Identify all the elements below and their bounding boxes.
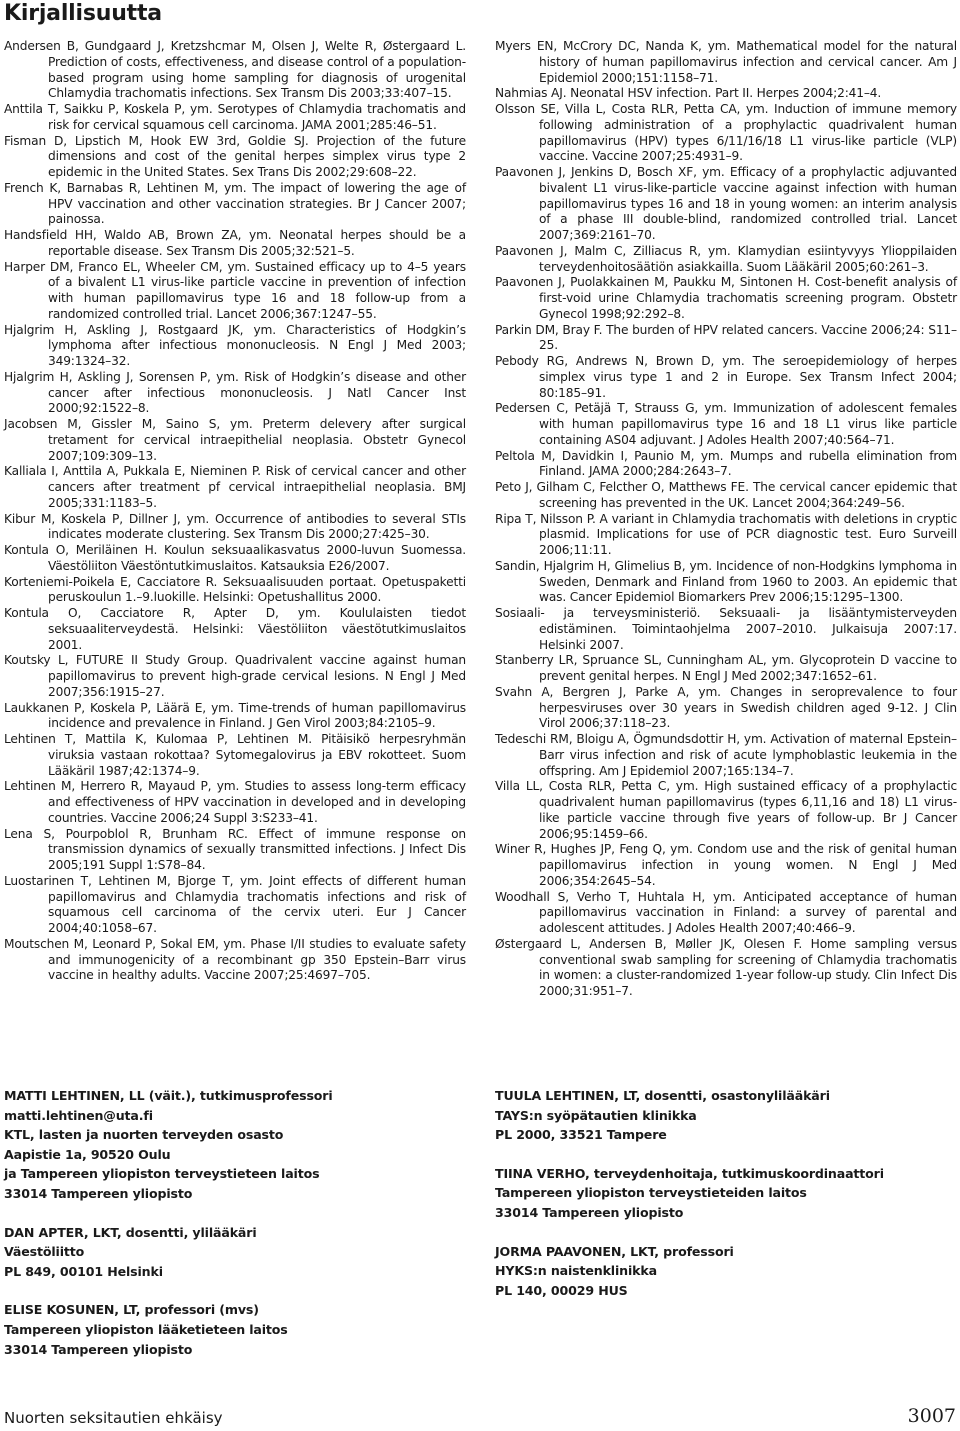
reference-entry: Handsfield HH, Waldo AB, Brown ZA, ym. Neonatal herpes should be a reportable disease. Sex Transm Dis 2005;32:521–5. [4, 228, 466, 258]
reference-entry: Lena S, Pourpoblol R, Brunham RC. Effect of immune response on transmission dynamics of sexually transmitted infections. J Infect Dis 2005;191 Suppl 1:S78–84. [4, 826, 466, 872]
author-detail: matti.lehtinen@uta.fi [4, 1107, 153, 1123]
author-name: MATTI LEHTINEN, LL (väit.), tutkimusprofessori [4, 1088, 333, 1103]
reference-entry: Paavonen J, Malm C, Zilliacus R, ym. Klamydian esiintyvyys Ylioppilaiden terveydenhoitosäätiön asiakkailla. Suom Lääkäril 2005;60:261–3. [495, 243, 957, 274]
reference-entry: Hjalgrim H, Askling J, Sorensen P, ym. Risk of Hodgkin’s disease and other cancer after infectious mononucleosis. J Natl Cancer Inst 2000;92:1522–8. [4, 369, 466, 416]
reference-entry: Myers EN, McCrory DC, Nanda K, ym. Mathematical model for the natural history of human papillomavirus infection and cervical cancer. Am J Epidemiol 2000;151:1158–71. [495, 39, 957, 85]
reference-entry: Sandin, Hjalgrim H, Glimelius B, ym. Incidence of non-Hodgkins lymphoma in Sweden, Denmark and Finland from 1960 to 2003. An epidemic that was. Cancer Epidemiol Biomarkers Prev 2006;15:1295–1300. [495, 558, 957, 605]
reference-entry: Andersen B, Gundgaard J, Kretzshcmar M, Olsen J, Welte R, Østergaard L. Prediction of costs, effectiveness, and disease control of a population-based program using home sampling for diagnosis of urogenital Chlamydia trachomatis infections. Sex Transm Dis 2003;33:407–15. [4, 39, 466, 101]
author-detail: ja Tampereen yliopiston terveystieteen laitos [4, 1166, 320, 1182]
reference-entry: Moutschen M, Leonard P, Sokal EM, ym. Phase I/II studies to evaluate safety and immunogenicity of a recombinant gp 350 Epstein–Barr virus vaccine in healthy adults. Vaccine 2007;25:4697–705. [4, 936, 466, 983]
reference-entry: Koutsky L, FUTURE II Study Group. Quadrivalent vaccine against human papillomavirus to prevent high-grade cervical lesions. N Engl J Med 2007;356:1915–27. [4, 653, 466, 699]
reference-entry: Pedersen C, Petäjä T, Strauss G, ym. Immunization of adolescent females with human papillomavirus type 16 and 18 L1 virus like particle containing AS04 adjuvant. J Adoles Health 2007;40:564–71. [495, 401, 957, 447]
author-name: DAN APTER, LKT, dosentti, ylilääkäri [4, 1224, 257, 1240]
reference-entry: Stanberry LR, Spruance SL, Cunningham AL, ym. Glycoprotein D vaccine to prevent genital herpes. N Engl J Med 2002;347:1652–61. [495, 653, 957, 683]
reference-entry: Anttila T, Saikku P, Koskela P, ym. Serotypes of Chlamydia trachomatis and risk for cervical squamous cell carcinoma. JAMA 2001;285:46–51. [4, 102, 466, 132]
author-name: TIINA VERHO, terveydenhoitaja, tutkimuskoordinaattori [495, 1165, 884, 1181]
reference-entry: Nahmias AJ. Neonatal HSV infection. Part II. Herpes 2004;2:41–4. [495, 86, 882, 101]
reference-entry: Peltola M, Davidkin I, Paunio M, ym. Mumps and rubella elimination from Finland. JAMA 2000;284:2643–7. [495, 448, 957, 479]
reference-entry: Lehtinen M, Herrero R, Mayaud P, ym. Studies to assess long-term efficacy and effectiveness of HPV vaccination in developed and in developing countries. Vaccine 2006;24 Suppl 3:S233–41. [4, 779, 466, 825]
author-detail: Tampereen yliopiston lääketieteen laitos [4, 1321, 288, 1337]
reference-entry: Korteniemi-Poikela E, Cacciatore R. Seksuaalisuuden portaat. Opetuspaketti peruskoulun 1.–9.luokille. Helsinki: Opetushallitus 2000. [4, 574, 466, 605]
author-block [495, 1242, 960, 1301]
reference-entry: Hjalgrim H, Askling J, Rostgaard JK, ym. Characteristics of Hodgkin’s lymphoma after infectious mononucleosis. N Engl J Med 2003; 349:1324–32. [4, 322, 466, 368]
reference-entry: Kalliala I, Anttila A, Pukkala E, Nieminen P. Risk of cervical cancer and other cancers after treatment pf cervical intraepithelial neoplasia. BMJ 2005;331:1183–5. [4, 464, 466, 510]
author-detail: PL 849, 00101 Helsinki [4, 1263, 163, 1279]
author-detail: 33014 Tampereen yliopisto [4, 1185, 193, 1201]
reference-entry: Kontula O, Meriläinen H. Koulun seksuaalikasvatus 2000-luvun Suomessa. Väestöliiton Väestöntutkimuslaitos. Katsauksia E26/2007. [4, 543, 466, 573]
reference-entry: Woodhall S, Verho T, Huhtala H, ym. Anticipated acceptance of human papillomavirus vaccination in Finland: a survey of parental and adolescent attitudes. J Adoles Health 2007;40:466–9. [495, 889, 957, 935]
references-right-column [495, 39, 957, 1000]
reference-entry: Lehtinen T, Mattila K, Kulomaa P, Lehtinen M. Pitäisikö herpesryhmän viruksia vastaan rokottaa? Sytomegalovirus ja EBV rokotteet. Suom Lääkäril 1987;42:1374–9. [4, 732, 466, 778]
reference-entry: Paavonen J, Jenkins D, Bosch XF, ym. Efficacy of a prophylactic adjuvanted bivalent L1 virus-like-particle vaccine against infection with human papillomavirus types 16 and 18 in young women: an interim analysis of a phase III double-blind, randomized controlled trial. Lancet 2007;369:2161–70. [495, 165, 957, 242]
authors-right-column [495, 1086, 960, 1319]
reference-entry: Peto J, Gilham C, Felcther O, Matthews FE. The cervical cancer epidemic that screening has prevented in the UK. Lancet 2004;364:249–56. [495, 480, 957, 510]
author-block [4, 1300, 474, 1359]
reference-entry: Luostarinen T, Lehtinen M, Bjorge T, ym. Joint effects of different human papillomavirus and Chlamydia trachomatis infections and risk of squamous cell carcinoma of the cervix uteri. Eur J Cancer 2004;40:1058–67. [4, 873, 466, 935]
reference-entry: Svahn A, Bergren J, Parke A, ym. Changes in seroprevalence to four herpesviruses over 30 years in Swedish children aged 9-12. J Clin Virol 2006;37:118–23. [495, 684, 957, 731]
author-name: TUULA LEHTINEN, LT, dosentti, osastonylilääkäri [495, 1088, 830, 1103]
reference-entry: Harper DM, Franco EL, Wheeler CM, ym. Sustained efficacy up to 4–5 years of a bivalent L1 virus-like particle vaccine in prevention of infection with human papillomavirus type 16 and 18 follow-up from a randomized controlled trial. Lancet 2006;367:1247–55. [4, 259, 466, 321]
reference-entry: Jacobsen M, Gissler M, Saino S, ym. Preterm delevery after surgical tretament for cervical intraepithelial neoplasia. Obstetr Gynecol 2007;109:309–13. [4, 417, 466, 463]
author-detail: HYKS:n naistenklinikka [495, 1263, 657, 1279]
reference-entry: Østergaard L, Andersen B, Møller JK, Olesen F. Home sampling versus conventional swab sampling for screening of Chlamydia trachomatis in women: a cluster-randomized 1-year follow-up study. Clin Infect Dis 2000;31:951–7. [495, 936, 957, 998]
author-detail: Tampereen yliopiston terveystieteiden laitos [495, 1185, 807, 1201]
page-heading: Kirjallisuutta [4, 1, 162, 26]
author-detail: PL 140, 00029 HUS [495, 1282, 628, 1298]
reference-entry: Winer R, Hughes JP, Feng Q, ym. Condom use and the risk of genital human papillomavirus infection in young women. N Engl J Med 2006;354:2645–54. [495, 842, 957, 888]
author-detail: 33014 Tampereen yliopisto [4, 1341, 193, 1357]
footer-journal-title: Nuorten seksitautien ehkäisy [4, 1409, 223, 1427]
reference-entry: Pebody RG, Andrews N, Brown D, ym. The seroepidemiology of herpes simplex virus type 1 and 2 in Europe. Sex Transm Infect 2004; 80:185–91. [495, 354, 957, 400]
reference-entry: Tedeschi RM, Bloigu A, Ögmundsdottir H, ym. Activation of maternal Epstein–Barr virus infection and risk of acute lymphoblastic leukemia in the offspring. Am J Epidemiol 2007;165:134–7. [495, 732, 957, 778]
reference-entry: Kibur M, Koskela P, Dillner J, ym. Occurrence of antibodies to several STIs indicates moderate clustering. Sex Transm Dis 2000;27:425–30. [4, 511, 466, 542]
author-detail: TAYS:n syöpätautien klinikka [495, 1107, 697, 1123]
author-block [495, 1164, 960, 1223]
reference-entry: Parkin DM, Bray F. The burden of HPV related cancers. Vaccine 2006;24: S11–25. [495, 322, 957, 353]
author-block [4, 1223, 474, 1282]
reference-entry: Paavonen J, Puolakkainen M, Paukku M, Sintonen H. Cost-benefit analysis of first-void urine Chlamydia trachomatis screening program. Obstetr Gynecol 1998;92:292–8. [495, 275, 957, 321]
author-detail: KTL, lasten ja nuorten terveyden osasto [4, 1127, 284, 1143]
author-detail: Aapistie 1a, 90520 Oulu [4, 1146, 171, 1162]
author-name: ELISE KOSUNEN, LT, professori (mvs) [4, 1302, 259, 1318]
reference-entry: Villa LL, Costa RLR, Petta C, ym. High sustained efficacy of a prophylactic quadrivalent human papillomavirus (types 6,11,16 and 18) L1 virus-like particle vaccine through five years of follow-up. Br J Cancer 2006;95:1459–66. [495, 779, 957, 841]
reference-entry: Ripa T, Nilsson P. A variant in Chlamydia trachomatis with deletions in cryptic plasmid. Implications for use of PCR diagnostic test. Euro Surveill 2006;11:11. [495, 511, 957, 557]
author-detail: PL 2000, 33521 Tampere [495, 1127, 667, 1143]
author-block [4, 1086, 474, 1204]
authors-left-column [4, 1086, 474, 1378]
author-detail: 33014 Tampereen yliopisto [495, 1204, 684, 1220]
author-detail: Väestöliitto [4, 1244, 85, 1260]
author-block [495, 1086, 960, 1145]
reference-entry: Kontula O, Cacciatore R, Apter D, ym. Koululaisten tiedot seksuaaliterveydestä. Helsinki: Väestöliiton väestötutkimuslaitos 2001. [4, 606, 466, 652]
reference-entry: Laukkanen P, Koskela P, Läärä E, ym. Time-trends of human papillomavirus incidence and prevalence in Finland. J Gen Virol 2003;84:2105–9. [4, 700, 466, 731]
reference-entry: French K, Barnabas R, Lehtinen M, ym. The impact of lowering the age of HPV vaccination and other vaccination strategies. Br J Cancer 2007; painossa. [4, 180, 466, 227]
references-left-column [4, 39, 466, 984]
author-name: JORMA PAAVONEN, LKT, professori [495, 1243, 734, 1259]
reference-entry: Fisman D, Lipstich M, Hook EW 3rd, Goldie SJ. Projection of the future dimensions and cost of the genital herpes simplex virus type 2 epidemic in the United States. Sex Trans Dis 2002;29:608–22. [4, 133, 466, 179]
reference-entry: Olsson SE, Villa L, Costa RLR, Petta CA, ym. Induction of immune memory following administration of a prophylactic quadrivalent human papillomavirus (HPV) types 6/11/16/18 L1 virus-like particle (VLP) vaccine. Vaccine 2007;25:4931–9. [495, 102, 957, 164]
page-number: 3007 [907, 1405, 956, 1427]
reference-entry: Sosiaali- ja terveysministeriö. Seksuaali- ja lisääntymisterveyden edistäminen. Toimintaohjelma 2007–2010. Julkaisuja 2007:17. Helsinki 2007. [495, 606, 957, 652]
